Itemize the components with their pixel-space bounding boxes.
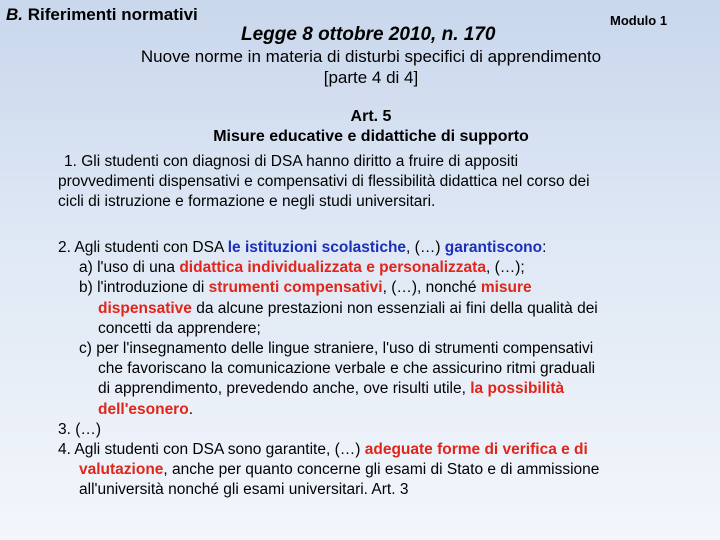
subtitle-line-1: Nuove norme in materia di disturbi specifici di apprendimento	[140, 47, 602, 66]
paragraph-1-line: cicli di istruzione e formazione e negli studi universitari.	[58, 193, 436, 210]
text-line: b) l'introduzione di strumenti compensativi, (…), nonché misure	[79, 279, 532, 297]
article-heading	[0, 107, 720, 147]
article-number: Art. 5	[350, 108, 392, 125]
text-line: dell'esonero.	[98, 400, 193, 418]
highlight-red: la possibilità	[470, 380, 565, 398]
highlight-blue: le istituzioni scolastiche	[227, 239, 407, 256]
highlight-red: misure	[480, 279, 532, 297]
paragraph-1	[58, 152, 708, 212]
text-line: concetti da apprendere;	[98, 319, 261, 337]
subtitle-line-2: [parte 4 di 4]	[323, 68, 419, 87]
law-title: Legge 8 ottobre 2010, n. 170	[241, 24, 496, 45]
highlight-red: didattica individualizzata e personalizzata	[179, 259, 486, 277]
highlight-red: dispensative	[98, 299, 192, 317]
paragraph-1-line: 1. Gli studenti con diagnosi di DSA hanno diritto a fruire di appositi	[64, 153, 519, 170]
text-line: valutazione, anche per quanto concerne gli esami di Stato e di ammissione	[79, 461, 600, 479]
section-letter: B.	[6, 5, 23, 24]
paragraph-2	[58, 238, 708, 501]
text-line: 2. Agli studenti con DSA le istituzioni scolastiche, (…) garantiscono:	[58, 239, 547, 256]
section-label: Riferimenti normativi	[27, 5, 198, 24]
highlight-red: dell'esonero	[98, 400, 189, 418]
text-line: 3. (…)	[58, 420, 102, 438]
text-line: di apprendimento, prevedendo anche, ove risulti utile, la possibilità	[98, 380, 565, 398]
highlight-red: strumenti compensativi	[208, 279, 383, 297]
text-line: c) per l'insegnamento delle lingue straniere, l'uso di strumenti compensativi	[79, 340, 594, 358]
highlight-blue: garantiscono	[444, 239, 543, 256]
text-line: a) l'uso di una didattica individualizzata e personalizzata, (…);	[79, 259, 525, 277]
paragraph-1-line: provvedimenti dispensativi e compensativi di flessibilità didattica nel corso dei	[58, 173, 590, 190]
article-title: Misure educative e didattiche di supporto	[213, 128, 529, 145]
section-title	[6, 5, 198, 25]
text-line: dispensative da alcune prestazioni non essenziali ai fini della qualità dei	[98, 299, 598, 317]
highlight-red: adeguate forme di verifica e di	[364, 441, 588, 459]
text-line: 4. Agli studenti con DSA sono garantite, (…) adeguate forme di verifica e di	[58, 441, 588, 459]
subtitle	[0, 46, 720, 88]
text-line: che favoriscano la comunicazione verbale e che assicurino ritmi graduali	[98, 360, 596, 378]
module-label: Modulo 1	[610, 13, 668, 28]
text-line: all'università nonché gli esami universitari. Art. 3	[79, 481, 409, 499]
highlight-red: valutazione	[79, 461, 164, 479]
